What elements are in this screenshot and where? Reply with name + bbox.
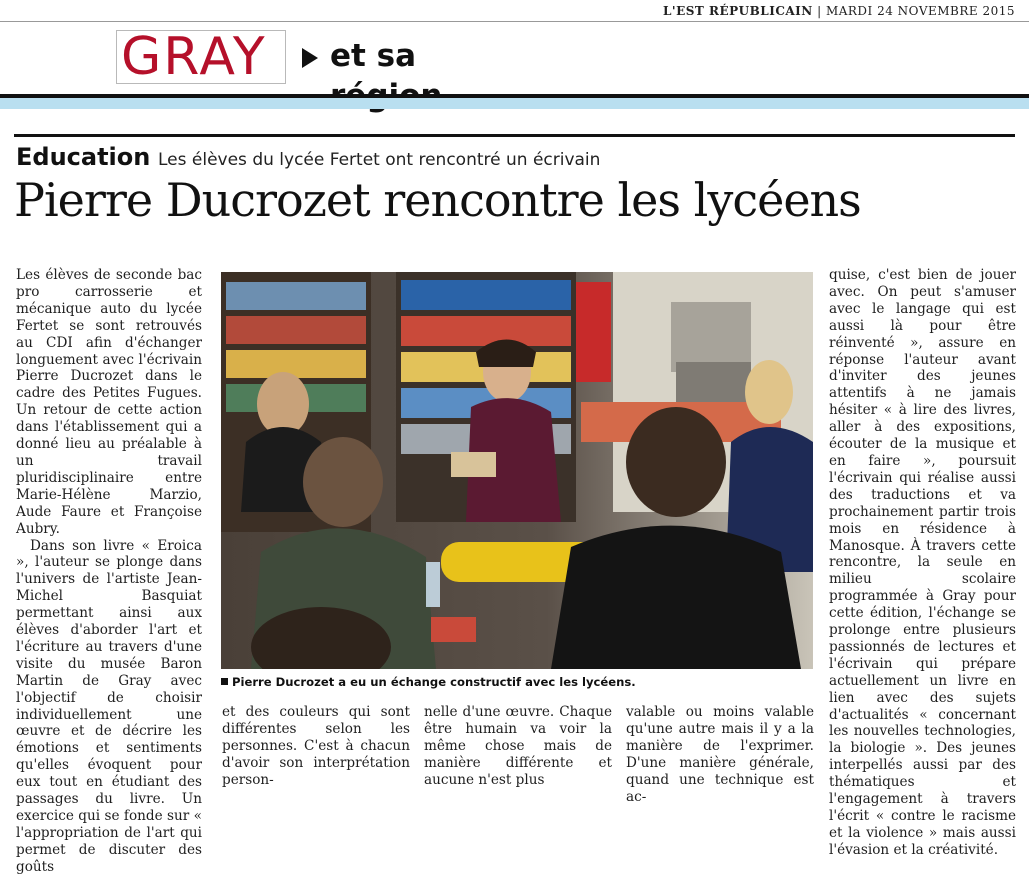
article-subheading: Les élèves du lycée Fertet ont rencontré un écrivain — [158, 150, 601, 170]
article-rule — [14, 134, 1015, 137]
column-2 — [222, 704, 410, 789]
column-4 — [626, 704, 814, 805]
column-3 — [424, 704, 612, 789]
town-name: GRAY — [121, 27, 267, 87]
paragraph: Dans son livre « Eroica », l'auteur se plonge dans l'univers de l'artiste Jean-Michel Basquiat permettant ainsi aux élèves d'aborder l'art et l'écriture au travers d'une visite du musée Baron Martin de Gray avec l'objectif de choisir individuellement une œuvre et de décrire les émotions et sentiments qu'elles évoquent pour eux tout en étudiant des passages du livre. Un exercice qui se fonde sur « l'appropriation de l'art qui permet de discuter des goûts — [16, 537, 202, 875]
article-photo — [221, 272, 813, 669]
caption-text: Pierre Ducrozet a eu un échange constructif avec les lycéens. — [232, 675, 636, 689]
column-5 — [829, 267, 1016, 859]
section-band — [0, 98, 1029, 109]
caption-square-icon — [221, 678, 228, 685]
column-1 — [16, 267, 202, 876]
photo-illustration — [221, 272, 813, 669]
town-box — [116, 27, 286, 87]
page-header — [0, 4, 1029, 20]
article-kicker: Education — [16, 143, 151, 171]
photo-caption — [221, 674, 813, 690]
paragraph: et des couleurs qui sont différentes selon les personnes. C'est à chacun d'avoir son interprétation person- — [222, 704, 410, 788]
paragraph: Les élèves de seconde bac pro carrosserie et mécanique auto du lycée Fertet se sont retrouvés au CDI afin d'échanger longuement avec l'écrivain Pierre Ducrozet dans le cadre des Petites Fugues. Un retour de cette action dans l'établissement qui a donné lieu au préalable à un travail pluridisciplinaire entre Marie-Hélène Marzio, Aude Faure et Françoise Aubry. — [16, 267, 202, 537]
play-arrow-icon — [302, 48, 318, 68]
folio: L'EST RÉPUBLICAIN | MARDI 24 NOVEMBRE 2015 — [662, 4, 1015, 18]
paragraph: valable ou moins valable qu'une autre mais il y a la manière de l'exprimer. D'une manière générale, quand une technique est ac- — [626, 704, 814, 805]
region-label: et sa — [330, 38, 417, 74]
newspaper-name: L'EST RÉPUBLICAIN — [662, 4, 813, 18]
header-rule — [0, 21, 1029, 22]
paragraph: nelle d'une œuvre. Chaque être humain va voir la même chose mais de manière différente et aucune n'est plus — [424, 704, 612, 788]
article-headline: Pierre Ducrozet rencontre les lycéens — [14, 173, 861, 227]
issue-date: MARDI 24 NOVEMBRE 2015 — [825, 4, 1015, 18]
paragraph: quise, c'est bien de jouer avec. On peut s'amuser avec le langage qui est aussi là pour être réinventé », assure en réponse l'auteur avant d'inviter des jeunes attentifs à ne jamais hésiter « à lire des livres, aller à des expositions, écouter de la musique et en faire », poursuit l'écrivain qui réalise aussi des traductions et va prochainement partir trois mois en résidence à Manosque. À travers cette rencontre, la seule en milieu scolaire programmée à Gray pour cette édition, l'échange se prolonge entre plusieurs passionnés de lectures et l'écrivain qui prépare actuellement un livre en lien avec des sujets d'actualités « concernant les nouvelles technologies, la biologie ». Des jeunes interpellés aussi par des thématiques et l'engagement à travers l'écrit « contre le racisme et la violence » mais aussi l'évasion et la créativité. — [829, 267, 1016, 858]
